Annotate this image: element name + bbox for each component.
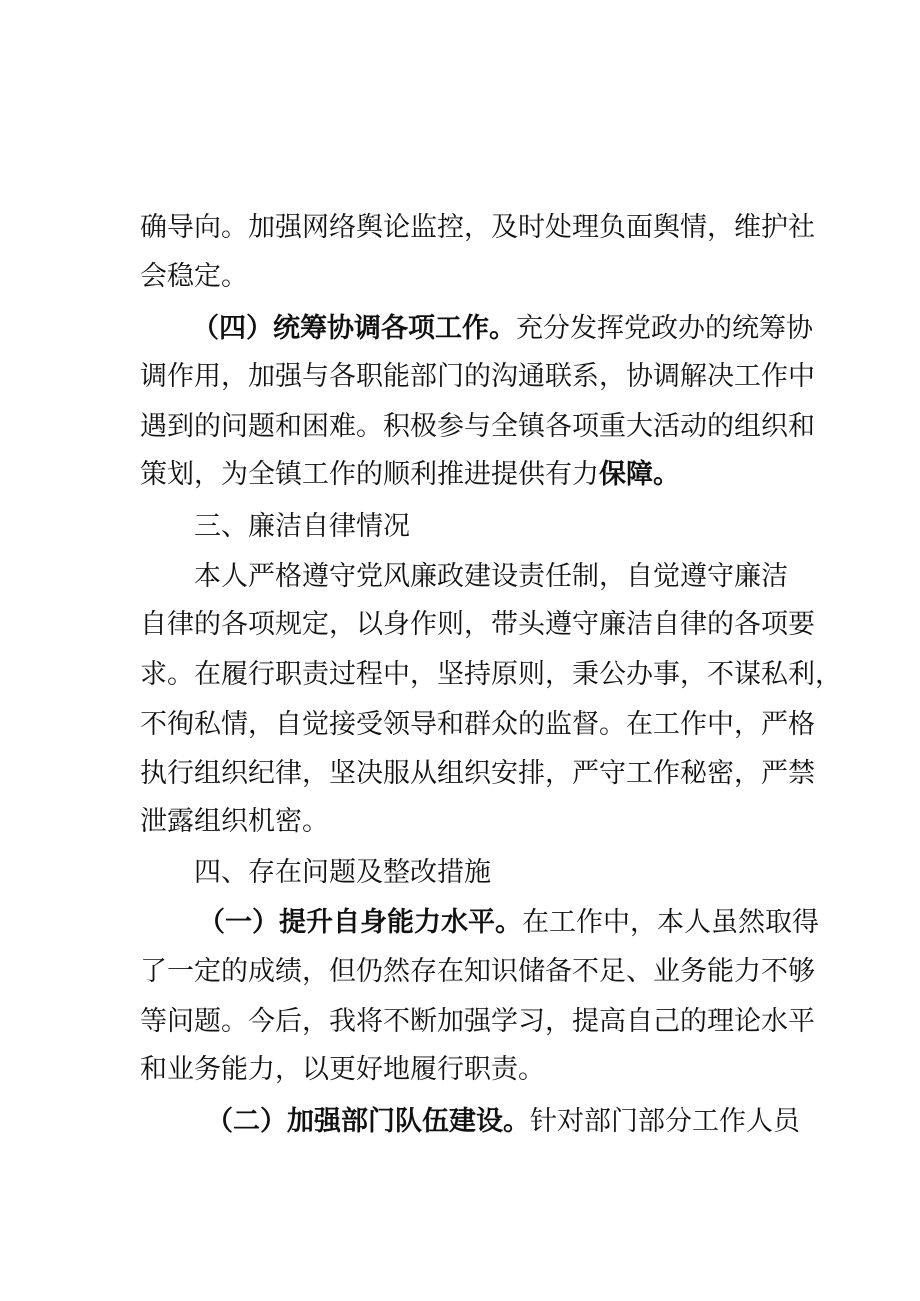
paragraph-line: 执行组织纪律，坚决服从组织安排，严守工作秘密，严禁 <box>140 758 815 789</box>
section-heading-three: 三、廉洁自律情况 <box>194 511 410 542</box>
subsection-title-one: （一）提升自身能力水平。 <box>198 907 522 938</box>
paragraph-line: 和业务能力，以更好地履行职责。 <box>140 1054 545 1085</box>
paragraph-line: 自律的各项规定，以身作则，带头遵守廉洁自律的各项要 <box>140 609 815 640</box>
paragraph-text: 针对部门部分工作人员 <box>530 1106 800 1137</box>
paragraph-line: 遇到的问题和困难。积极参与全镇各项重大活动的组织和 <box>140 411 815 442</box>
paragraph-line: 了一定的成绩，但仍然存在知识储备不足、业务能力不够 <box>140 956 815 987</box>
subsection-line-four <box>192 309 813 349</box>
subsection-line-two <box>206 1102 800 1142</box>
paragraph-line: 等问题。今后，我将不断加强学习，提高自己的理论水平 <box>140 1006 815 1037</box>
paragraph-line: 会稳定。 <box>140 261 248 292</box>
paragraph-line: 调作用，加强与各职能部门的沟通联系，协调解决工作中 <box>140 361 815 392</box>
section-heading-four: 四、存在问题及整改措施 <box>194 857 491 888</box>
subsection-line-one <box>198 903 819 943</box>
paragraph-line: 求。在履行职责过程中，坚持原则，秉公办事，不谋私利， <box>140 659 842 690</box>
subsection-title-four: （四）统筹协调各项工作。 <box>192 313 516 344</box>
paragraph-line: 泄露组织机密。 <box>140 806 329 837</box>
paragraph-text: 在工作中，本人虽然取得 <box>522 907 819 938</box>
paragraph-line: 本人严格遵守党风廉政建设责任制，自觉遵守廉洁 <box>194 561 788 592</box>
paragraph-line: 确导向。加强网络舆论监控，及时处理负面舆情，维护社 <box>140 212 815 243</box>
paragraph-line <box>140 455 780 495</box>
paragraph-text: 策划，为全镇工作的顺利推进提供有力 <box>140 459 599 490</box>
paragraph-line: 不徇私情，自觉接受领导和群众的监督。在工作中，严格 <box>140 709 815 740</box>
paragraph-text: 充分发挥党政办的统筹协 <box>516 313 813 344</box>
subsection-title-two: （二）加强部门队伍建设。 <box>206 1106 530 1137</box>
bold-emphasis: 保障。 <box>599 459 680 490</box>
